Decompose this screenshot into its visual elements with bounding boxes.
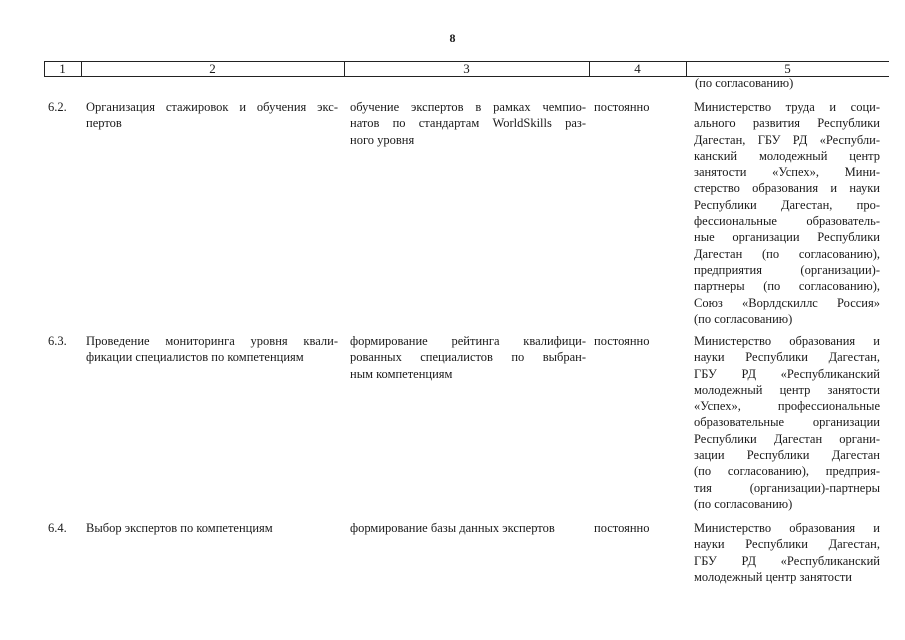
text-line: тия (организации)-партнеры (694, 480, 880, 495)
text-line: Республики Дагестан органи- (694, 431, 880, 446)
text-line: обучение экспертов в рамках чемпио- (350, 100, 586, 114)
text-line: формирование базы данных экспертов (350, 521, 555, 535)
text-line: Республики Дагестан, про- (694, 197, 880, 212)
header-col-3: 3 (463, 61, 470, 76)
text-line: ГБУ РД «Республиканский (694, 553, 880, 568)
text-line: науки Республики Дагестан, (694, 350, 880, 365)
event-cell (86, 520, 338, 536)
text-line: Союз «Ворлдскиллс Россия» (694, 295, 880, 310)
text-line: натов по стандартам WorldSkills раз- (350, 116, 586, 131)
responsible-cell (694, 99, 880, 327)
text-line: молодежный центр занятости (694, 382, 880, 397)
text-line: Организация стажировок и обучения экс- (86, 100, 338, 114)
text-line: занятости «Успех», Мини- (694, 165, 880, 180)
header-divider (589, 61, 590, 76)
header-col-2: 2 (209, 61, 216, 76)
row-number: 6.2. (48, 100, 67, 114)
text-line: «Успех», профессиональные (694, 399, 880, 414)
continuation-text: (по согласованию) (695, 76, 794, 90)
result-cell (350, 333, 586, 382)
header-divider (686, 61, 687, 76)
header-col-1: 1 (59, 61, 66, 76)
text-line: науки Республики Дагестан, (694, 537, 880, 552)
text-line: Министерство труда и соци- (694, 100, 880, 114)
text-line: Выбор экспертов по компетенциям (86, 521, 273, 535)
text-line: партнеры (по согласованию), (694, 279, 880, 294)
text-line: (по согласованию), предприя- (694, 464, 880, 479)
text-line: Министерство образования и (694, 521, 880, 535)
result-cell (350, 520, 586, 536)
term-cell: постоянно (594, 521, 650, 535)
text-line: образовательные организации (694, 415, 880, 430)
term-cell: постоянно (594, 334, 650, 348)
text-line: формирование рейтинга квалифици- (350, 334, 586, 348)
text-line: Дагестан (по согласованию), (694, 246, 880, 261)
result-cell (350, 99, 586, 148)
header-col-4: 4 (634, 61, 641, 76)
text-line: фессиональные образователь- (694, 214, 880, 229)
text-line: канский молодежный центр (694, 148, 880, 163)
header-divider (344, 61, 345, 76)
header-col-5: 5 (784, 61, 791, 76)
header-divider (81, 61, 82, 76)
text-line: ного уровня (350, 132, 415, 147)
text-line: предприятия (организации)- (694, 262, 880, 277)
text-line: зации Республики Дагестан (694, 448, 880, 463)
text-line: Министерство образования и (694, 334, 880, 348)
text-line: (по согласованию) (694, 496, 793, 511)
header-divider (44, 61, 45, 76)
row-number: 6.3. (48, 334, 67, 348)
text-line: ные организации Республики (694, 230, 880, 245)
text-line: Дагестан, ГБУ РД «Республи- (694, 132, 880, 147)
term-cell: постоянно (594, 100, 650, 114)
responsible-cell (694, 333, 880, 512)
text-line: Проведение мониторинга уровня квали- (86, 334, 338, 348)
text-line: ального развития Республики (694, 116, 880, 131)
responsible-cell (694, 520, 880, 585)
page-number: 8 (449, 31, 456, 45)
text-line: молодежный центр занятости (694, 569, 852, 584)
event-cell (86, 333, 338, 366)
text-line: пертов (86, 116, 122, 131)
text-line: рованных специалистов по выбран- (350, 350, 586, 365)
text-line: ным компетенциям (350, 366, 453, 381)
text-line: стерство образования и науки (694, 181, 880, 196)
text-line: фикации специалистов по компетенциям (86, 350, 304, 365)
text-line: (по согласованию) (694, 311, 793, 326)
event-cell (86, 99, 338, 132)
text-line: ГБУ РД «Республиканский (694, 366, 880, 381)
row-number: 6.4. (48, 521, 67, 535)
